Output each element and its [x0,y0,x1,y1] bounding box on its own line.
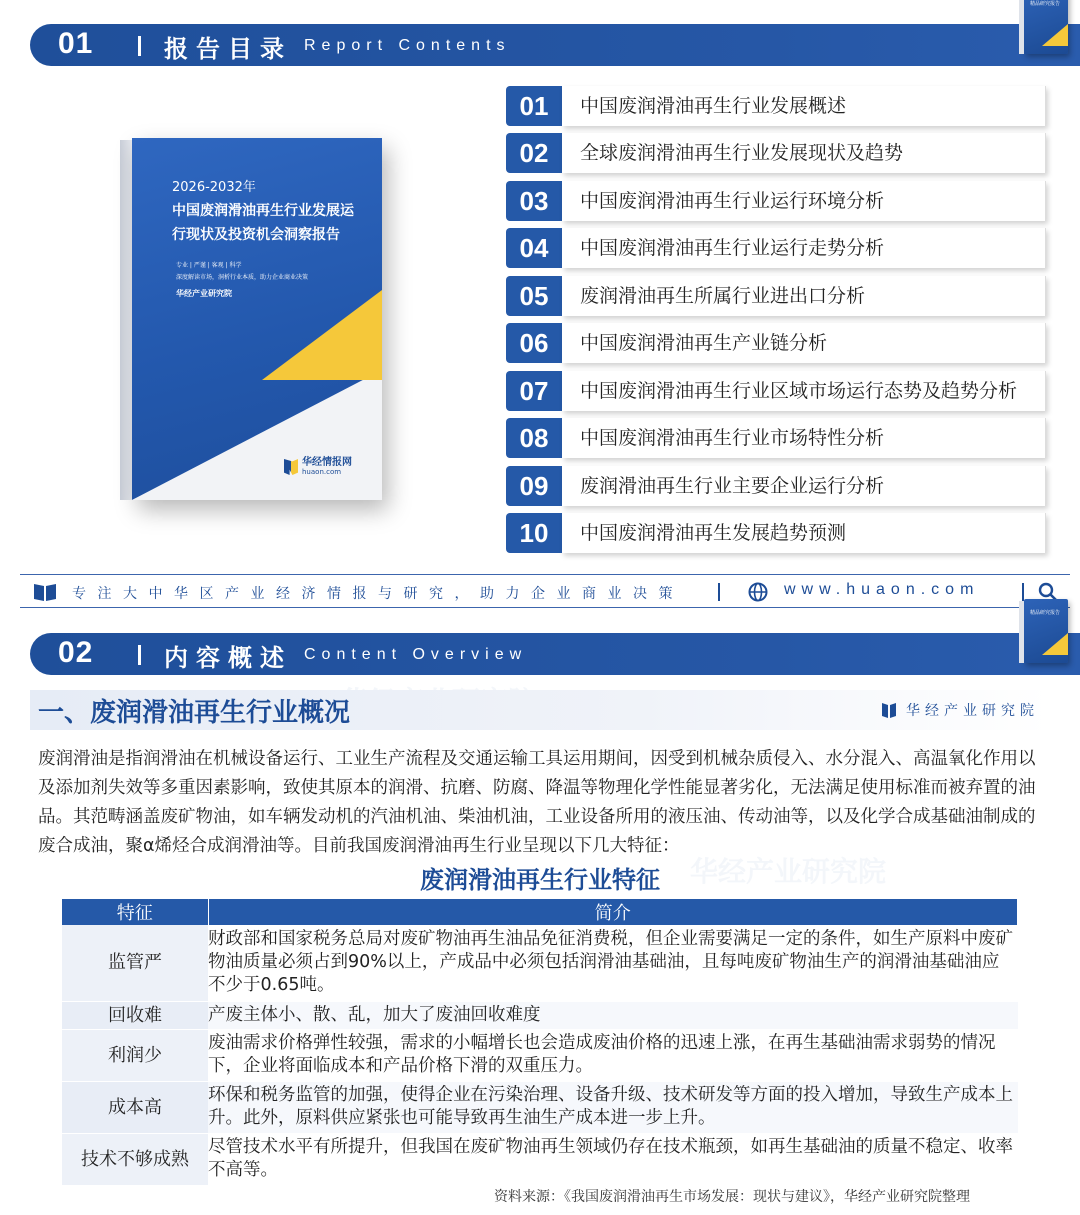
banner-divider [138,645,141,665]
toc-number: 08 [506,418,562,458]
book-front [132,138,382,500]
toc-item[interactable] [506,181,1046,221]
toc-number: 03 [506,181,562,221]
cover-institute: 华经产业研究院 [176,289,232,298]
banner-divider [138,36,141,56]
section2-banner [30,610,1080,675]
feature-key: 回收难 [62,1001,208,1029]
table-title: 废润滑油再生行业特征 [420,866,660,894]
cover-tagline: 深度解读市场，洞析行业本质，助力企业商业决策 [176,274,309,281]
website-link[interactable]: www.huaon.com [784,581,980,598]
section1-banner [30,1,1080,66]
toc-item[interactable] [506,323,1046,363]
feature-value: 环保和税务监管的加强，使得企业在污染治理、设备升级、技术研发等方面的投入增加，导致生产成本上升。此外，原料供应紧张也可能导致再生油生产成本进一步上升。 [208,1081,1018,1133]
section1-title-en: Report Contents [304,37,511,54]
logo-url: huaon.com [302,468,342,476]
toc-number: 06 [506,323,562,363]
toc-item[interactable] [506,513,1046,553]
toc-label: 中国废润滑油再生行业区域市场运行态势及趋势分析 [562,371,1046,411]
mini-book-title: 精品研究报告 [1030,610,1061,616]
slogan-strip [20,574,1070,608]
section2-title-en: Content Overview [304,646,528,663]
strip-divider [1022,583,1024,601]
toc-item[interactable] [506,133,1046,173]
mini-book-accent [1042,633,1068,655]
toc-number: 04 [506,228,562,268]
table-header-row [62,899,1018,925]
toc-label: 中国废润滑油再生产业链分析 [562,323,1046,363]
table-row [62,1133,1018,1185]
subsection-title: 一、废润滑油再生行业概况 [38,698,351,728]
mini-book-thumbnail [1024,0,1068,54]
toc-number: 01 [506,86,562,126]
section1-number: 01 [58,27,94,60]
toc-item[interactable] [506,371,1046,411]
section2-number: 02 [58,636,94,669]
toc-label: 中国废润滑油再生行业运行走势分析 [562,228,1046,268]
watermark: 华经产业研究院 [690,855,887,888]
cover-title-line2: 行现状及投资机会洞察报告 [172,227,340,243]
features-table [62,899,1018,1186]
toc-number: 05 [506,276,562,316]
column-header: 特征 [62,899,208,925]
cover-yellow-shape [262,290,382,380]
feature-value: 产废主体小、散、乱，加大了废油回收难度 [208,1001,1018,1029]
toc-label: 中国废润滑油再生行业发展概述 [562,86,1046,126]
cover-year: 2026-2032年 [172,180,256,195]
feature-key: 监管严 [62,925,208,1001]
table-row [62,1081,1018,1133]
section1-title: 报告目录 [164,35,292,63]
cover-logo [284,458,352,476]
report-book-cover [110,130,380,510]
toc-label: 全球废润滑油再生行业发展现状及趋势 [562,133,1046,173]
column-header: 简介 [208,899,1018,925]
toc-label: 中国废润滑油再生行业市场特性分析 [562,418,1046,458]
toc-number: 10 [506,513,562,553]
toc-label: 中国废润滑油再生发展趋势预测 [562,513,1046,553]
feature-key: 利润少 [62,1029,208,1081]
open-book-icon [34,583,56,601]
huaon-logo-icon [284,459,298,475]
source-note: 资料来源：《我国废润滑油再生市场发展：现状与建议》，华经产业研究院整理 [494,1189,970,1205]
toc-label: 中国废润滑油再生行业运行环境分析 [562,181,1046,221]
institute-logo-icon [882,702,896,718]
toc-item[interactable] [506,418,1046,458]
table-row [62,1001,1018,1029]
toc-number: 07 [506,371,562,411]
toc-label: 废润滑油再生行业主要企业运行分析 [562,466,1046,506]
toc-item[interactable] [506,86,1046,126]
logo-name: 华经情报网 [302,457,352,468]
table-row [62,925,1018,1001]
globe-icon [748,582,768,602]
feature-value: 尽管技术水平有所提升，但我国在废矿物油再生领域仍存在技术瓶颈，如再生基础油的质量不稳定、收率不高等。 [208,1133,1018,1185]
table-row [62,1029,1018,1081]
toc-item[interactable] [506,276,1046,316]
overview-paragraph: 废润滑油是指润滑油在机械设备运行、工业生产流程及交通运输工具运用期间，因受到机械杂质侵入、水分混入、高温氧化作用以及添加剂失效等多重因素影响，致使其原本的润滑、抗磨、防腐、降温等物理化学性能显著劣化，无法满足使用标准而被弃置的油品。其范畴涵盖废矿物油，如车辆发动机的汽油机油、柴油机油，工业设备所用的液压油、传动油等，以及化学合成基础油制成的废合成油，聚α烯烃合成润滑油等。目前我国废润滑油再生行业呈现以下几大特征： [38,749,1036,856]
feature-key: 成本高 [62,1081,208,1133]
mini-book-title: 精品研究报告 [1030,1,1061,7]
toc-number: 02 [506,133,562,173]
institute-name: 华经产业研究院 [906,703,1039,719]
toc-item[interactable] [506,228,1046,268]
feature-value: 废油需求价格弹性较强，需求的小幅增长也会造成废油价格的迅速上涨，在再生基础油需求弱势的情况下，企业将面临成本和产品价格下滑的双重压力。 [208,1029,1018,1081]
toc-number: 09 [506,466,562,506]
toc-item[interactable] [506,466,1046,506]
cover-title-line1: 中国废润滑油再生行业发展运 [172,203,354,219]
toc-label: 废润滑油再生所属行业进出口分析 [562,276,1046,316]
feature-key: 技术不够成熟 [62,1133,208,1185]
section2-title: 内容概述 [164,644,292,672]
slogan-text: 专注大中华区产业经济情报与研究，助力企业商业决策 [72,586,684,602]
cover-tags: 专业 | 严谨 | 客观 | 科学 [176,262,242,269]
cover-grey-shape [132,370,382,500]
feature-value: 财政部和国家税务总局对废矿物油再生油品免征消费税，但企业需要满足一定的条件，如生产原料中废矿物油质量必须占到90%以上，产成品中必须包括润滑油基础油，且每吨废矿物油生产的润滑油基础油应不少于0.65吨。 [208,925,1018,1001]
mini-book-accent [1042,24,1068,46]
subsection-header [30,690,1050,730]
strip-divider [718,583,720,601]
mini-book-thumbnail [1024,599,1068,663]
